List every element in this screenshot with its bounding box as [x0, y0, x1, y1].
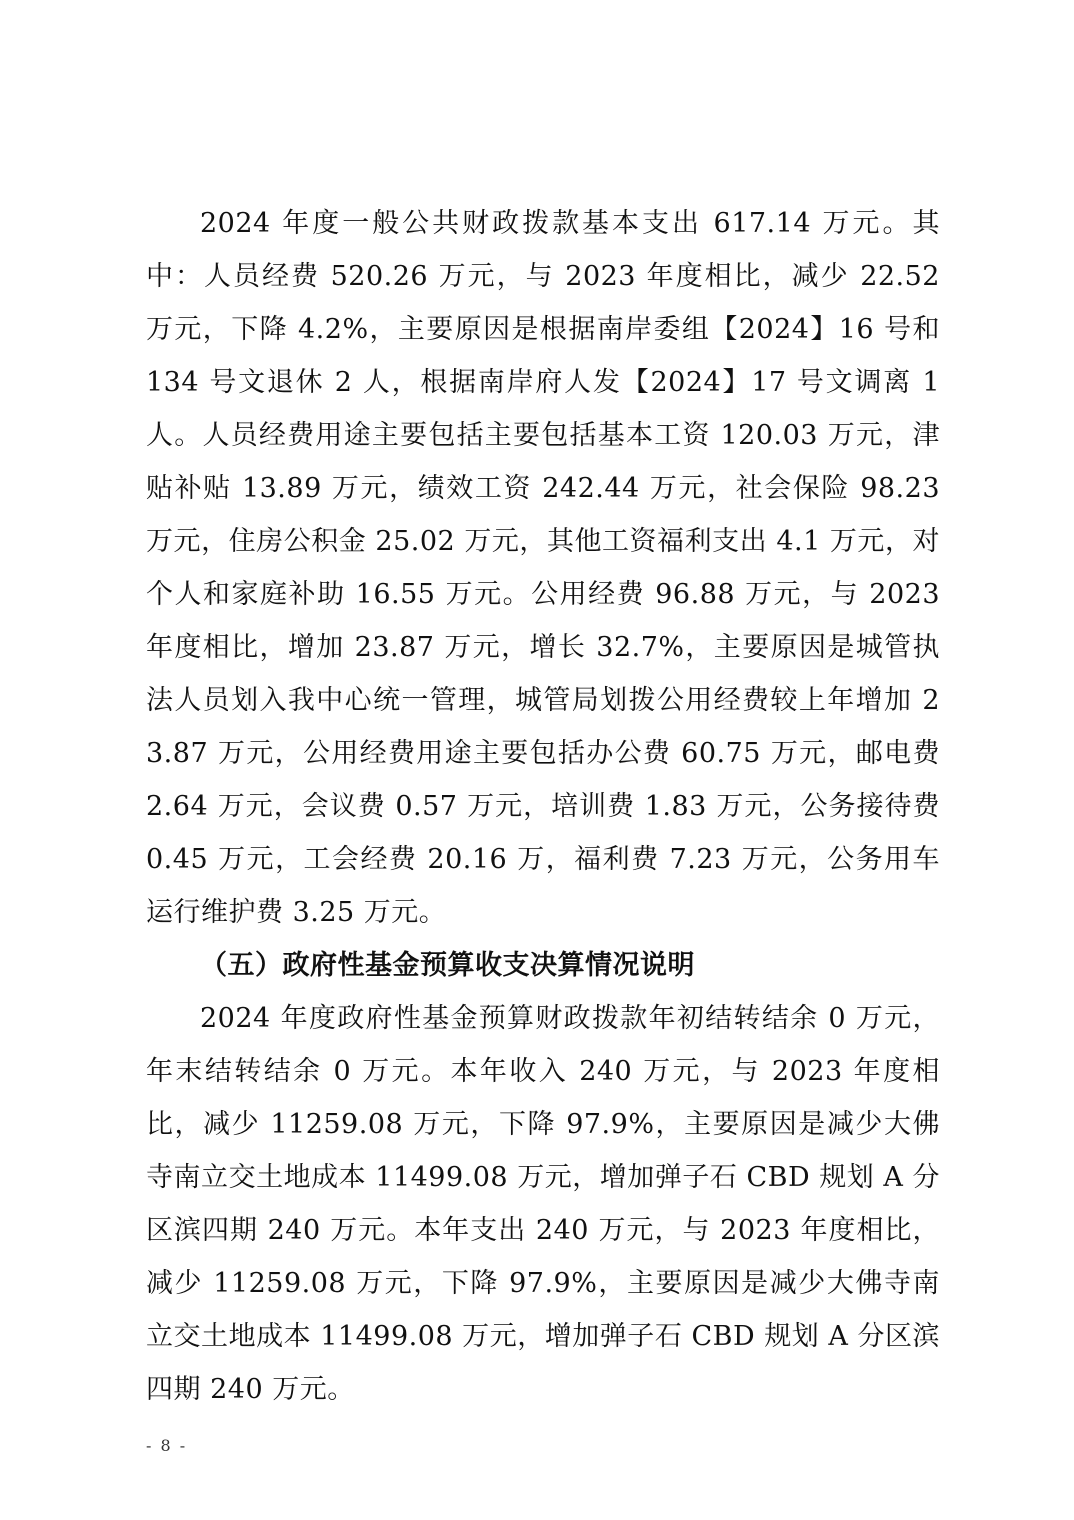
paragraph-basic-expenditure: 2024 年度一般公共财政拨款基本支出 617.14 万元。其中：人员经费 520.26 万元，与 2023 年度相比，减少 22.52 万元，下降 4.2%，主要原因是根据南岸委组【2024】16 号和 134 号文退休 2 人，根据南岸府人发【2024】17 号文调离 1 人。人员经费用途主要包括主要包括基本工资 120.03 万元，津贴补贴 13.89 万元，绩效工资 242.44 万元，社会保险 98.23 万元，住房公积金 25.02 万元，其他工资福利支出 4.1 万元，对个人和家庭补助 16.55 万元。公用经费 96.88 万元，与 2023 年度相比，增加 23.87 万元，增长 32.7%，主要原因是城管执法人员划入我中心统一管理，城管局划拨公用经费较上年增加 23.87 万元，公用经费用途主要包括办公费 60.75 万元，邮电费 2.64 万元，会议费 0.57 万元，培训费 1.83 万元，公务接待费 0.45 万元，工会经费 20.16 万，福利费 7.23 万元，公务用车运行维护费 3.25 万元。 [146, 208, 940, 928]
paragraph-fund-budget: 2024 年度政府性基金预算财政拨款年初结转结余 0 万元，年末结转结余 0 万元。本年收入 240 万元，与 2023 年度相比，减少 11259.08 万元，下降 97.9%，主要原因是减少大佛寺南立交土地成本 11499.08 万元，增加弹子石 CBD 规划 A 分区滨四期 240 万元。本年支出 240 万元，与 2023 年度相比，减少 11259.08 万元，下降 97.9%，主要原因是减少大佛寺南立交土地成本 11499.08 万元，增加弹子石 CBD 规划 A 分区滨四期 240 万元。 [146, 1003, 940, 1405]
document-body [146, 197, 940, 1416]
section-heading: （五）政府性基金预算收支决算情况说明 [200, 950, 695, 981]
page-number: - 8 - [146, 1436, 188, 1455]
